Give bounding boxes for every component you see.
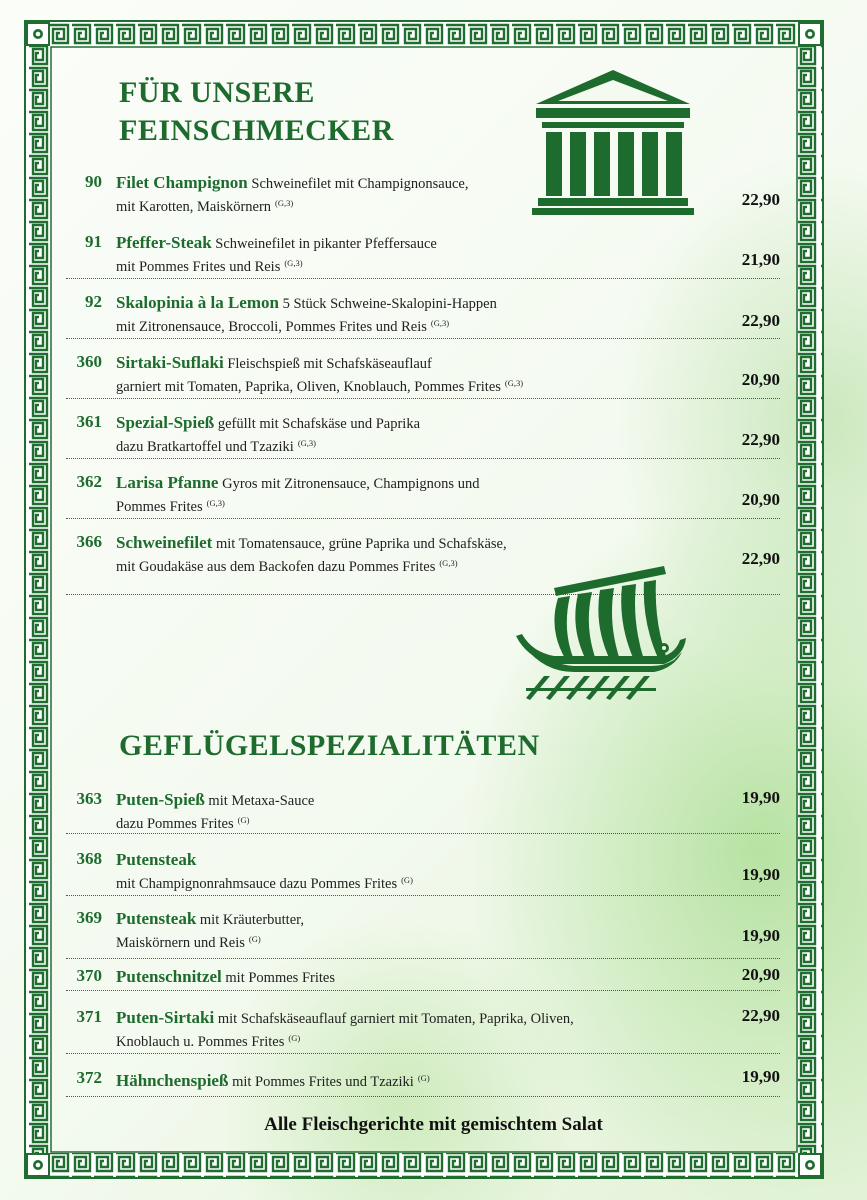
item-description-block: [116, 413, 676, 457]
item-number: 372: [76, 1068, 102, 1087]
menu-item: [66, 350, 780, 399]
item-line-2: [116, 314, 676, 337]
item-line-1: [116, 909, 676, 930]
item-description-cont: mit Goudakäse aus dem Backofen dazu Pommes Frites: [116, 559, 436, 575]
section-title-poultry: GEFLÜGELSPEZIALITÄTEN: [119, 729, 540, 762]
allergen-codes: (G,3): [284, 258, 303, 268]
item-description: Fleischspieß mit Schafskäseauflauf: [227, 356, 432, 372]
item-description: 5 Stück Schweine-Skalopini-Happen: [282, 296, 497, 312]
item-description-block: [116, 790, 676, 834]
item-line-1: [116, 473, 676, 494]
menu-item: [66, 847, 780, 896]
item-description-cont: Pommes Frites: [116, 499, 203, 515]
item-line-2: [116, 494, 676, 517]
item-line-2: [116, 811, 676, 834]
item-description: mit Metaxa-Sauce: [208, 793, 315, 809]
item-line-1: [116, 173, 676, 194]
item-description-block: [116, 473, 676, 517]
item-description: gefüllt mit Schafskäse und Paprika: [217, 416, 421, 432]
item-description-cont: mit Pommes Frites und Reis: [116, 259, 281, 275]
footer-note: Alle Fleischgerichte mit gemischtem Salat: [264, 1114, 603, 1135]
item-line-2: [116, 434, 676, 457]
item-description-cont: mit Karotten, Maiskörnern: [116, 199, 272, 215]
item-line-1: [116, 413, 676, 434]
item-description: mit Pommes Frites und Tzaziki: [232, 1074, 414, 1090]
menu-item: [66, 964, 780, 991]
item-line-2: [116, 930, 676, 953]
item-line-1: [116, 1069, 676, 1092]
item-price: 19,90: [741, 926, 780, 945]
item-description-block: [116, 173, 676, 217]
item-price: 22,90: [741, 190, 780, 209]
item-price: 20,90: [741, 370, 780, 389]
item-description-cont: mit Zitronensauce, Broccoli, Pommes Frites und Reis: [116, 319, 427, 335]
allergen-codes: (G,3): [297, 438, 317, 448]
item-name: Sirtaki-Suflaki: [116, 353, 224, 372]
item-line-1: [116, 353, 676, 374]
menu-item: [66, 170, 780, 216]
item-description-block: [116, 1069, 676, 1092]
item-name: Putensteak: [116, 909, 197, 928]
item-description-block: [116, 293, 676, 337]
item-line-1: [116, 533, 676, 554]
item-name: Puten-Spieß: [116, 790, 205, 809]
item-description-block: [116, 850, 676, 894]
item-description-block: [116, 233, 676, 277]
allergen-codes: (G): [288, 1033, 301, 1043]
item-name: Schweinefilet: [116, 533, 213, 552]
item-description: mit Tomatensauce, grüne Paprika und Schafskäse,: [215, 536, 507, 552]
item-description: Gyros mit Zitronensauce, Champignons und: [222, 476, 480, 492]
menu-item: [66, 290, 780, 339]
menu-item: [66, 230, 780, 279]
item-number: 370: [76, 966, 102, 985]
item-line-1: [116, 233, 676, 254]
item-name: Pfeffer-Steak: [116, 233, 212, 252]
item-number: 91: [85, 232, 102, 251]
item-price: 19,90: [741, 865, 780, 884]
item-number: 90: [85, 172, 102, 191]
item-number: 366: [76, 532, 102, 551]
item-number: 363: [76, 789, 102, 808]
item-description-cont: Maiskörnern und Reis: [116, 935, 245, 951]
item-line-1: [116, 790, 676, 811]
item-description-block: [116, 967, 676, 988]
item-price: 22,90: [741, 311, 780, 330]
item-price: 20,90: [741, 490, 780, 509]
menu-item: [66, 470, 780, 519]
item-line-2: [116, 1029, 676, 1052]
allergen-codes: (G,3): [275, 198, 294, 208]
allergen-codes: (G): [401, 875, 413, 885]
item-description: Schweinefilet mit Champignonsauce,: [251, 176, 469, 192]
menu-item: [66, 1005, 780, 1054]
menu-item: [66, 1066, 780, 1097]
item-description: mit Kräuterbutter,: [199, 912, 305, 928]
item-line-2: [116, 871, 676, 894]
item-description-cont: mit Champignonrahmsauce dazu Pommes Frites: [116, 876, 398, 892]
item-name: Spezial-Spieß: [116, 413, 215, 432]
item-name: Putensteak: [116, 850, 197, 869]
item-description-cont: Knoblauch u. Pommes Frites: [116, 1034, 285, 1050]
item-description: Schweinefilet in pikanter Pfeffersauce: [215, 236, 437, 252]
item-price: 22,90: [741, 1006, 780, 1025]
item-name: Putenschnitzel: [116, 967, 222, 986]
greek-ship-icon: [514, 560, 690, 702]
item-name: Filet Champignon: [116, 173, 248, 192]
item-line-1: [116, 850, 676, 871]
item-number: 92: [85, 292, 102, 311]
item-price: 19,90: [741, 788, 780, 807]
item-price: 22,90: [741, 549, 780, 568]
allergen-codes: (G,3): [430, 318, 450, 328]
item-number: 360: [76, 352, 102, 371]
allergen-codes: (G,3): [206, 498, 225, 508]
allergen-codes: (G,3): [439, 558, 458, 568]
menu-item: [66, 410, 780, 459]
item-line-2: [116, 254, 676, 277]
item-name: Larisa Pfanne: [116, 473, 219, 492]
item-price: 19,90: [741, 1067, 780, 1086]
allergen-codes: (G,3): [504, 378, 524, 388]
item-line-2: [116, 194, 676, 217]
item-description-block: [116, 909, 676, 953]
item-description: mit Schafskäseauflauf garniert mit Tomaten, Paprika, Oliven,: [217, 1011, 574, 1027]
item-description-cont: garniert mit Tomaten, Paprika, Oliven, Knoblauch, Pommes Frites: [116, 379, 501, 395]
item-line-1: [116, 1008, 676, 1029]
item-description-block: [116, 1008, 676, 1052]
item-line-2: [116, 374, 676, 397]
menu-item: [66, 787, 780, 834]
item-description-cont: dazu Pommes Frites: [116, 816, 234, 832]
allergen-codes: (G): [417, 1073, 430, 1083]
item-name: Skalopinia à la Lemon: [116, 293, 279, 312]
allergen-codes: (G): [237, 815, 250, 825]
item-price: 22,90: [741, 430, 780, 449]
item-price: 21,90: [741, 250, 780, 269]
item-number: 362: [76, 472, 102, 491]
section-title-line1: FÜR UNSERE: [119, 76, 315, 109]
item-number: 371: [76, 1007, 102, 1026]
item-name: Puten-Sirtaki: [116, 1008, 215, 1027]
allergen-codes: (G): [248, 934, 261, 944]
item-number: 369: [76, 908, 102, 927]
item-line-1: [116, 293, 676, 314]
item-number: 368: [76, 849, 102, 868]
menu-item: [66, 906, 780, 959]
section-title-line2: FEINSCHMECKER: [119, 114, 394, 147]
item-description: mit Pommes Frites: [225, 970, 335, 986]
item-line-1: [116, 967, 676, 988]
item-number: 361: [76, 412, 102, 431]
item-price: 20,90: [741, 965, 780, 984]
item-description-cont: dazu Bratkartoffel und Tzaziki: [116, 439, 294, 455]
item-name: Hähnchenspieß: [116, 1071, 229, 1090]
item-description-block: [116, 353, 676, 397]
